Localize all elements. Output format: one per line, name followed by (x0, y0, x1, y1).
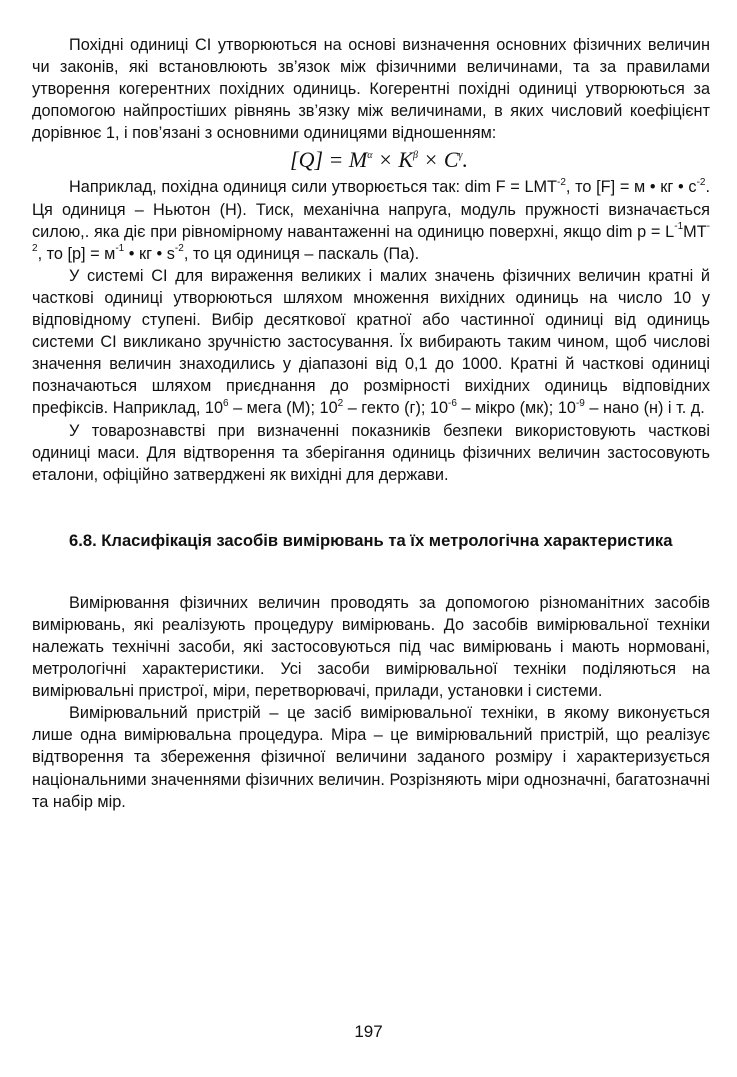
superscript: -2 (32, 221, 710, 255)
superscript: 2 (337, 397, 344, 409)
formula-lhs: [Q] = (290, 147, 349, 173)
text-segment: – нано (н) і т. д. (584, 399, 705, 418)
formula-m: M (348, 147, 368, 173)
text-segment: У системі СІ для вираження великих і малих значень фізичних величин кратні й часткові одиниці утворюються шляхом множення вихідних одиниць на число 10 у відповідному ступені. Вибір десяткової кратної або частинної одиниці від одиниць системи СІ викликано зручністю застосування. Їх вибирають таким чином, щоб числові значення величин знаходились у діапазоні від 0,1 до 1000. Кратні й часткові одиниці позначаються шляхом приєднання до розмірності вихідних одиниць відповідних префіксів. Наприклад, 10 (32, 266, 710, 418)
text-segment: , то [p] = м (37, 244, 116, 263)
formula-times-2: × (417, 147, 444, 173)
text-segment: . Ця одиниця – Ньютон (Н). Тиск, механічна напруга, модуль пружності визначається силою,. яка діє при рівномірному навантаженні на одиницю поверхні, якщо dim p = L (32, 178, 711, 241)
section-heading: 6.8. Класифікація засобів вимірювань та їх метрологічна характеристика (69, 530, 673, 550)
text-segment: – мікро (мк); 10 (456, 399, 576, 418)
formula-c-exp: γ (458, 150, 463, 162)
superscript: -2 (696, 177, 706, 189)
superscript: -2 (174, 243, 184, 255)
text-segment: – мега (М); 10 (228, 399, 338, 418)
text-segment: , то ця одиниця – паскаль (Па). (183, 244, 420, 263)
paragraph-measuring-device: Вимірювальний пристрій – це засіб вимірювальної техніки, в якому виконується лише одна вимірювальна процедура. Міра – це вимірювальний пристрій, що реалізує відтворення та збереження фізичної величини заданого розміру і характеризується національними значеннями фізичних величин. Розрізняють міри однозначні, багатозначні та набір мір. (32, 704, 710, 811)
formula-end: . (462, 147, 468, 173)
paragraph-prefixes (32, 265, 710, 420)
superscript: 6 (223, 397, 229, 409)
superscript: -1 (115, 243, 125, 255)
formula-m-exp: α (367, 150, 373, 162)
paragraph-measuring-means: Вимірювання фізичних величин проводять за допомогою різноманітних засобів вимірювань, які реалізують процедуру вимірювань. До засобів вимірювальної техніки належать технічні засоби, які застосовуються під час вимірювань і мають нормовані, метрологічні характеристики. Усі засоби вимірювальної техніки поділяються на вимірювальні пристрої, міри, перетворювачі, прилади, установки і системи. (32, 593, 710, 701)
page-content (32, 34, 710, 813)
superscript: -1 (674, 221, 684, 233)
superscript: -2 (557, 177, 566, 189)
text-segment: MT (683, 222, 707, 241)
formula-k: K (398, 147, 413, 173)
paragraph-standards: У товарознавстві при визначенні показників безпеки використовують часткові одиниці маси. Для відтворення та зберігання одиниць фізичних величин застосовують еталони, офіційно затверджені як вихідні для держави. (32, 421, 710, 484)
page-number: 197 (354, 1022, 383, 1041)
paragraph-derived-units: Похідні одиниці СІ утворюються на основі визначення основних фізичних величин чи законів, які встановлюють зв’язок між фізичними величинами, та за правилами утворення когерентних похідних одиниць. Когерентні похідні одиниці утворюються за допомогою найпростіших рівнянь зв’язку між величинами, в яких числовий коефіцієнт дорівнює 1, і пов’язані з основними одиницями відношенням: (32, 36, 710, 143)
superscript: -6 (448, 397, 457, 409)
formula-k-exp: β (413, 150, 418, 162)
formula-times-1: × (372, 147, 399, 173)
formula-dimension (32, 144, 710, 176)
formula-c: C (443, 147, 459, 173)
superscript: -9 (575, 397, 585, 409)
text-segment: – гекто (г); 10 (343, 399, 449, 418)
paragraph-force-example (32, 176, 710, 264)
text-segment: • кг • s (124, 244, 175, 263)
text-segment: , то [F] = м • кг • с (565, 178, 697, 197)
text-segment: Наприклад, похідна одиниця сили утворюється так: dim F = LMT (69, 178, 558, 197)
